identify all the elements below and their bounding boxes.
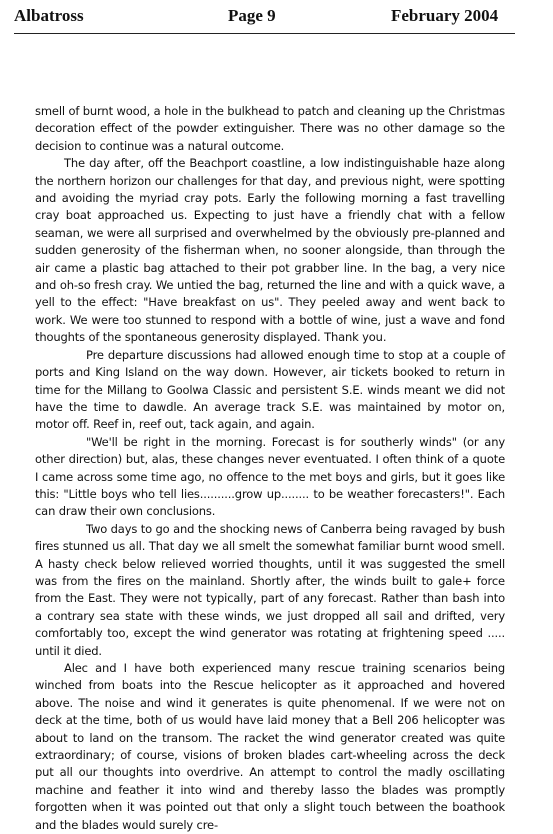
page-number: Page 9 (228, 6, 276, 25)
paragraph: Alec and I have both experienced many rescue training scenarios being winched from boats into the Rescue helicopter as it approached and hovered above. The noise and wind it generates is quite phenomenal. If we were not on deck at the time, both of us would have laid money that a Bell 206 helicopter was about to land on the transom. The racket the wind generator created was quite extraordinary; of course, visions of broken blades cart-wheeling across the deck put all our thoughts into overdrive. An attempt to control the madly oscillating machine and feather it into wind and thereby lasso the blades was promptly forgotten when it was pointed out that only a slight touch between the boathook and the blades would surely cre- (35, 661, 505, 832)
paragraph: Pre departure discussions had allowed enough time to stop at a couple of ports and King Island on the way down. However, air tickets booked to return in time for the Millang to Goolwa Classic and persistent S.E. winds meant we did not have the time to dawdle. An average track S.E. was maintained by motor on, motor off. Reef in, reef out, tack again, and again. (35, 347, 505, 432)
paragraph: The day after, off the Beachport coastline, a low indistinguishable haze along the northern horizon our challenges for that day, and previous night, were spotting and avoiding the myriad cray pots. Early the following morning a fast travelling cray boat approached us. Expecting to just have a friendly chat with a fellow seaman, we were all surprised and overwhelmed by the obviously pre-planned and sudden generosity of the fisherman when, no sooner alongside, than through the air came a plastic bag attached to their pot grabber line. In the bag, a very nice and oh-so fresh cray. We untied the bag, returned the line and with a quick wave, a yell to the effect: "Have breakfast on us". They peeled away and went back to work. We were too stunned to respond with a bottle of wine, just a wave and fond thoughts of the spontaneous generosity displayed. Thank you. (35, 156, 505, 345)
article-body (35, 103, 505, 834)
header-rule (14, 33, 515, 34)
paragraph: "We'll be right in the morning. Forecast is for southerly winds" (or any other direction) but, alas, these changes never eventuated. I often think of a quote I came across some time ago, no offence to the met boys and girls, but it goes like this: "Little boys who tell lies..........grow up........ to be weather forecasters!". Each can draw their own conclusions. (35, 434, 505, 519)
paragraph: smell of burnt wood, a hole in the bulkhead to patch and cleaning up the Christmas decoration effect of the powder extinguisher. There was no other damage so the decision to continue was a natural outcome. (35, 104, 505, 153)
publication-title: Albatross (14, 6, 84, 25)
paragraph: Two days to go and the shocking news of Canberra being ravaged by bush fires stunned us all. That day we all smelt the somewhat familiar burnt wood smell. A hasty check below relieved worried thoughts, until it was suggested the smell was from the fires on the mainland. Shortly after, the winds built to gale+ force from the East. They were not typically, part of any forecast. Rather than bash into a contrary sea state with these winds, we just dropped all sail and drifted, very comfortably too, except the wind generator was rotating at frightening speed ..... until it died. (35, 521, 505, 658)
issue-date: February 2004 (391, 6, 499, 25)
page-header (14, 6, 514, 30)
